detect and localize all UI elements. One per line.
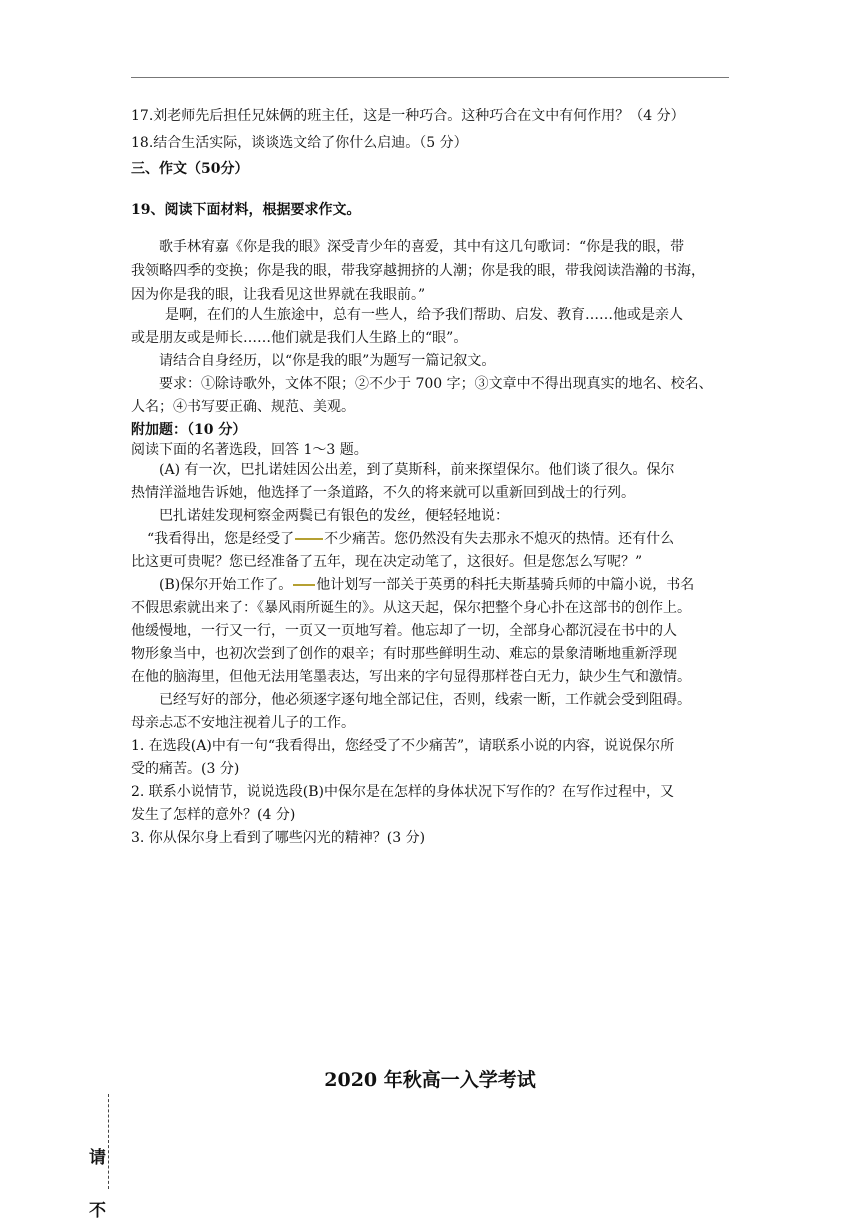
- excerpt-b-line1-start: (B)保尔开始工作了。: [159, 577, 293, 593]
- material-p4-line2: 人名；④书写要正确、规范、美观。: [131, 399, 355, 415]
- section-3-heading: 三、作文（50分）: [131, 161, 249, 177]
- binding-dashed-line: [108, 1094, 109, 1189]
- excerpt-b-line4: 物形象当中，也初次尝到了创作的艰辛；有时那些鲜明生动、难忘的景象清晰地重新浮现: [131, 646, 677, 662]
- bonus-q3: 3. 你从保尔身上看到了哪些闪光的精神？(3 分): [131, 830, 426, 846]
- bonus-q2-line1: 2. 联系小说情节，说说选段(B)中保尔是在怎样的身体状况下写作的？在写作过程中，又: [131, 784, 675, 800]
- excerpt-b-line1: [159, 575, 694, 595]
- bonus-q2-line2: 发生了怎样的意外？(4 分): [131, 807, 296, 823]
- excerpt-a-line3: 巴扎诺娃发现柯察金两鬓已有银色的发丝，便轻轻地说：: [159, 508, 509, 524]
- bonus-q1-line1: 1. 在选段(A)中有一句“我看得出，您经受了不少痛苦”，请联系小说的内容，说说保尔所: [131, 738, 675, 754]
- excerpt-b-line1-end: 他计划写一部关于英勇的科托夫斯基骑兵师的中篇小说，书名: [316, 577, 695, 593]
- excerpt-a-line4-end: 不少痛苦。您仍然没有失去那永不熄灭的热情。还有什么: [324, 531, 675, 547]
- material-p3: 请结合自身经历，以“你是我的眼”为题写一篇记叙文。: [159, 353, 496, 369]
- underline-mark: [295, 538, 323, 540]
- excerpt-b-line3: 他缓慢地，一行又一行，一页又一页地写着。他忘却了一切，全部身心都沉浸在书中的人: [131, 623, 677, 639]
- excerpt-a-line5: 比这更可贵呢？您已经准备了五年，现在决定动笔了，这很好。但是您怎么写呢？”: [131, 554, 643, 570]
- material-p1-line3: 因为你是我的眼，让我看见这世界就在我眼前。”: [131, 287, 426, 303]
- material-p4-line1: 要求：①除诗歌外，文体不限；②不少于 700 字；③文章中不得出现真实的地名、校名、: [159, 376, 713, 392]
- underline-mark: [293, 584, 315, 586]
- bonus-intro: 阅读下面的名著选段，回答 1～3 题。: [131, 442, 368, 458]
- material-p2-line2: 或是朋友或是师长……他们就是我们人生路上的“眼”。: [131, 330, 468, 346]
- question-18: 18.结合生活实际，谈谈选文给了你什么启迪。（5 分）: [131, 135, 468, 151]
- excerpt-b-line7: 母亲忐忑不安地注视着儿子的工作。: [131, 715, 355, 731]
- excerpt-b-line2: 不假思索就出来了：《暴风雨所诞生的》。从这天起，保尔把整个身心扑在这部书的创作上。: [131, 600, 691, 616]
- excerpt-b-line5: 在他的脑海里，但他无法用笔墨表达，写出来的字句显得那样苍白无力，缺少生气和激情。: [131, 669, 691, 685]
- material-p1-line1: 歌手林宥嘉《你是我的眼》深受青少年的喜爱，其中有这几句歌词：“你是我的眼，带: [159, 239, 685, 255]
- binding-char-2: 不: [89, 1201, 106, 1221]
- excerpt-b-line6: 已经写好的部分，他必须逐字逐句地全部记住，否则，线索一断，工作就会受到阻碍。: [159, 692, 691, 708]
- excerpt-a-line2: 热情洋溢地告诉她，他选择了一条道路，不久的将来就可以重新回到战士的行列。: [131, 485, 635, 501]
- bonus-heading: 附加题：（10 分）: [131, 422, 247, 438]
- material-p2-line1: 是啊，在们的人生旅途中，总有一些人，给予我们帮助、启发、教育……他或是亲人: [165, 307, 683, 323]
- question-19: 19、阅读下面材料，根据要求作文。: [131, 202, 361, 218]
- question-17: 17.刘老师先后担任兄妹俩的班主任，这是一种巧合。这种巧合在文中有何作用？（4 分）: [131, 108, 685, 124]
- material-p1-line2: 我领略四季的变换；你是我的眼，带我穿越拥挤的人潮；你是我的眼，带我阅读浩瀚的书海，: [131, 263, 705, 279]
- excerpt-a-line4: [147, 529, 674, 549]
- header-rule: [131, 77, 729, 78]
- exam-title: 2020 年秋高一入学考试: [324, 1069, 536, 1091]
- bonus-q1-line2: 受的痛苦。(3 分): [131, 761, 240, 777]
- excerpt-a-line4-start: “我看得出，您是经受了: [147, 531, 295, 547]
- excerpt-a-line1: (A) 有一次，巴扎诺娃因公出差，到了莫斯科，前来探望保尔。他们谈了很久。保尔: [159, 462, 675, 478]
- binding-char-1: 请: [89, 1148, 106, 1168]
